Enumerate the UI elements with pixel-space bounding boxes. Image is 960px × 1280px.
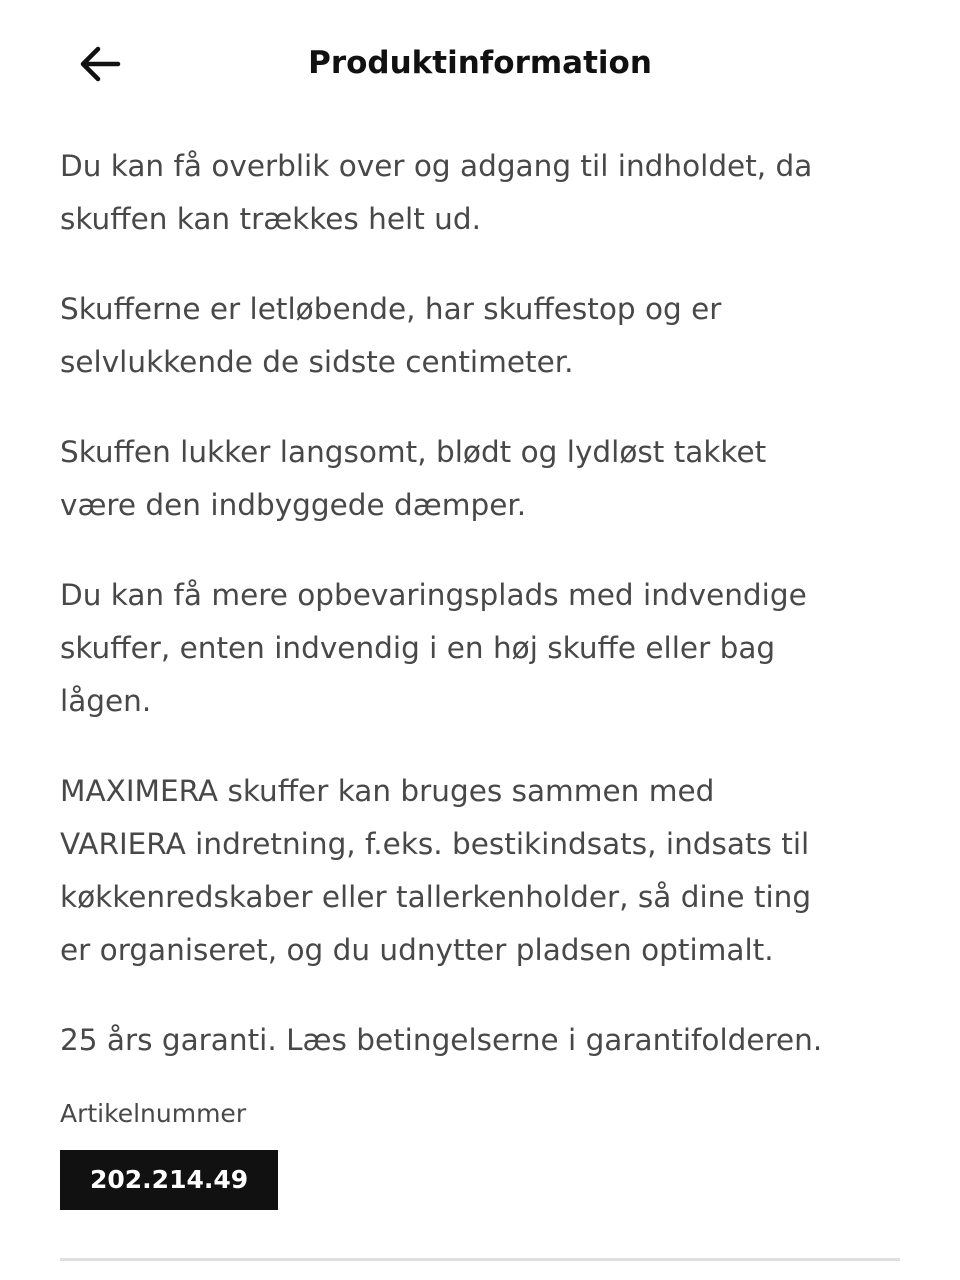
article-number-label: Artikelnummer (60, 1099, 247, 1128)
paragraph (60, 765, 920, 977)
top-bar (0, 0, 960, 125)
paragraph (60, 283, 920, 389)
paragraph-line: selvlukkende de sidste centimeter. (60, 345, 574, 379)
page-title: Produktinformation (308, 45, 652, 81)
paragraph (60, 1014, 920, 1067)
paragraph (60, 426, 920, 532)
paragraph-line: MAXIMERA skuffer kan bruges sammen med (60, 774, 715, 808)
article-number-badge: 202.214.49 (60, 1150, 278, 1210)
paragraph (60, 569, 920, 728)
paragraph-line: køkkenredskaber eller tallerkenholder, så dine ting (60, 880, 812, 914)
paragraph (60, 140, 920, 246)
product-info-content (60, 140, 920, 1210)
paragraph-line: Du kan få mere opbevaringsplads med indvendige (60, 578, 807, 612)
paragraph-line: VARIERA indretning, f.eks. bestikindsats, indsats til (60, 827, 810, 861)
paragraph-line: være den indbyggede dæmper. (60, 488, 527, 522)
paragraph-line: skuffen kan trækkes helt ud. (60, 202, 481, 236)
paragraph-line: Skufferne er letløbende, har skuffestop og er (60, 292, 722, 326)
divider (60, 1258, 900, 1261)
paragraph-line: Du kan få overblik over og adgang til indholdet, da (60, 149, 813, 183)
paragraph-line: er organiseret, og du udnytter pladsen optimalt. (60, 933, 774, 967)
paragraph-line: Skuffen lukker langsomt, blødt og lydløst takket (60, 435, 767, 469)
paragraph-line: lågen. (60, 684, 152, 718)
paragraph-line: skuffer, enten indvendig i en høj skuffe eller bag (60, 631, 776, 665)
paragraph-line: 25 års garanti. Læs betingelserne i garantifolderen. (60, 1023, 823, 1057)
